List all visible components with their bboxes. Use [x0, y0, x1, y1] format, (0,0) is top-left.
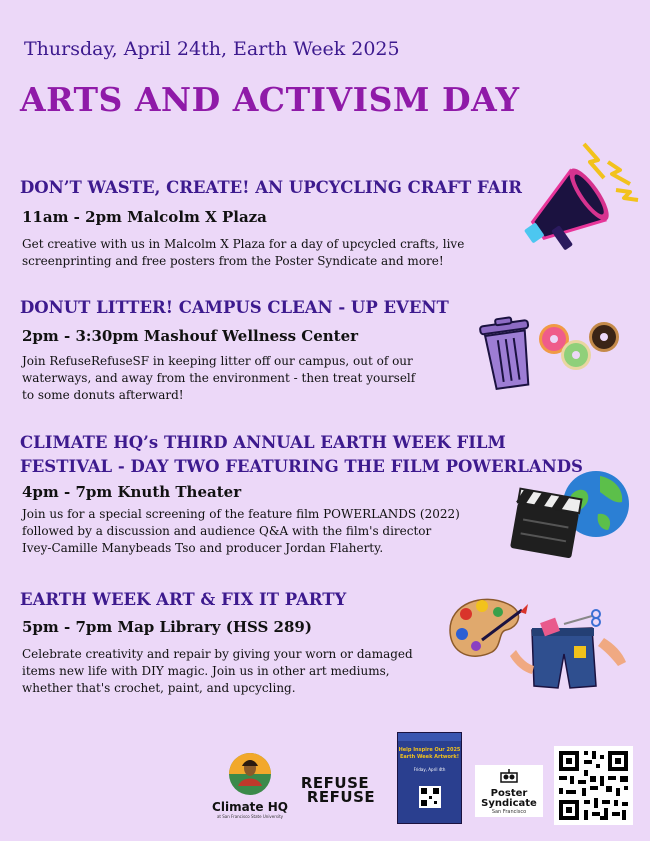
refuse-refuse-logo	[292, 776, 378, 804]
event-1-time: 11am - 2pm Malcolm X Plaza	[22, 208, 267, 226]
event-3-title-line: FESTIVAL - DAY TWO FEATURING THE FILM POWERLANDS	[20, 457, 583, 476]
event-3-desc-line: followed by a discussion and audience Q&A with the film's director	[22, 524, 432, 538]
event-4-desc-line: Celebrate creativity and repair by giving your worn or damaged	[22, 647, 413, 661]
event-4-desc-line: whether that's crochet, paint, and upcycling.	[22, 681, 296, 695]
printing-press-icon	[498, 769, 520, 785]
climate-hq-subtitle: at San Francisco State University	[216, 814, 284, 819]
event-4-title-line: EARTH WEEK ART & FIX IT PARTY	[20, 590, 347, 609]
event-3-desc-line: Ivey-Camille Manybeads Tso and producer Jordan Flaherty.	[22, 541, 384, 555]
trash-can-donuts-icon	[478, 315, 623, 395]
climate-hq-logo	[208, 752, 292, 819]
event-4-time: 5pm - 7pm Map Library (HSS 289)	[22, 618, 312, 636]
flyer-date: Friday, April 4th	[413, 767, 446, 772]
climate-hq-emblem-icon	[208, 752, 292, 796]
event-3-title	[20, 431, 583, 479]
flyer-headline-1: Help Inspire Our 2025	[398, 747, 461, 753]
poster-syndicate-line-2: Syndicate	[481, 798, 537, 809]
refuse-logo-line-2: REFUSE	[306, 788, 376, 806]
page-title: ARTS AND ACTIVISM DAY	[20, 80, 520, 119]
event-2-time: 2pm - 3:30pm Mashouf Wellness Center	[22, 327, 359, 345]
event-1-desc-line: screenprinting and free posters from the Poster Syndicate and more!	[22, 254, 444, 268]
palette-shorts-icon	[442, 590, 632, 690]
event-1-description	[22, 236, 464, 270]
event-4-desc-line: items new life with DIY magic. Join us in other art mediums,	[22, 664, 390, 678]
poster-syndicate-line-1: Poster	[490, 788, 528, 799]
artwork-call-flyer	[397, 732, 462, 824]
event-1-title-line: DON’T WASTE, CREATE! AN UPCYCLING CRAFT FAIR	[20, 178, 523, 197]
refuse-logo-line-1: REFUSE	[300, 774, 370, 792]
event-2-description	[22, 353, 415, 404]
event-4-description	[22, 646, 413, 697]
flyer-header-bar	[398, 733, 461, 741]
event-date: Thursday, April 24th, Earth Week 2025	[24, 38, 400, 60]
event-2-title-line: DONUT LITTER! CAMPUS CLEAN - UP EVENT	[20, 298, 449, 317]
flyer-qr-code-icon	[419, 786, 441, 808]
event-4-title	[20, 588, 346, 612]
event-2-desc-line: to some donuts afterward!	[22, 388, 184, 402]
flyer-headline-2: Earth Week Artwork!	[400, 754, 459, 760]
event-3-time: 4pm - 7pm Knuth Theater	[22, 483, 242, 501]
event-3-desc-line: Join us for a special screening of the feature film POWERLANDS (2022)	[22, 507, 460, 521]
event-2-title	[20, 296, 449, 320]
event-2-desc-line: waterways, and away from the environment - then treat yourself	[22, 371, 416, 385]
megaphone-icon	[512, 140, 642, 255]
event-2-desc-line: Join RefuseRefuseSF in keeping litter off our campus, out of our	[22, 354, 413, 368]
poster-syndicate-line-3: San Francisco	[491, 809, 527, 815]
climate-hq-name: Climate HQ	[212, 800, 288, 814]
event-1-title	[20, 176, 522, 200]
event-3-title-line: CLIMATE HQ’s THIRD ANNUAL EARTH WEEK FILM	[20, 433, 506, 452]
poster-syndicate-logo	[475, 765, 543, 817]
clapperboard-globe-icon	[508, 468, 633, 568]
event-1-desc-line: Get creative with us in Malcolm X Plaza for a day of upcycled crafts, live	[22, 237, 465, 251]
qr-code-icon	[554, 746, 633, 825]
event-3-description	[22, 506, 460, 557]
